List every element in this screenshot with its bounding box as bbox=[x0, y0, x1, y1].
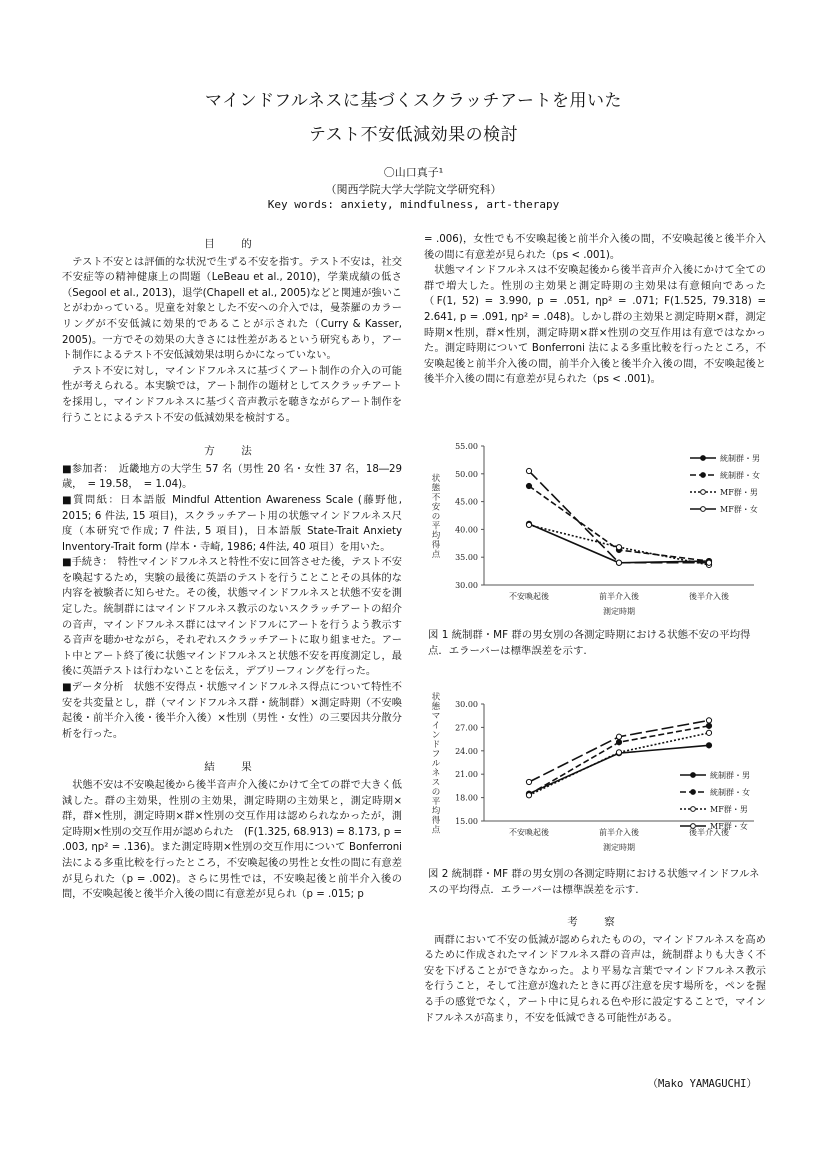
chart-1-legend-marker bbox=[701, 507, 706, 512]
chart-2-y-tick-label: 15.00 bbox=[455, 817, 478, 826]
chart-1-data-point bbox=[526, 483, 531, 488]
chart-2-y-tick-label: 30.00 bbox=[455, 700, 478, 709]
figure-2-caption: 図 2 統制群・MF 群の男女別の各測定時期における状態マインドフルネスの平均得点．エラーバーは標準誤差を示す. bbox=[428, 868, 760, 896]
chart-1-legend-label: 統制群・女 bbox=[720, 471, 760, 480]
chart-1-y-tick-label: 55.00 bbox=[455, 442, 478, 451]
section-heading-results: 結 果 bbox=[204, 761, 260, 774]
chart-1-y-axis-label: 態 bbox=[431, 483, 441, 494]
chart-2-y-axis-label: の bbox=[431, 787, 441, 798]
right-column-top bbox=[424, 232, 766, 388]
purpose-paragraph-2: テスト不安に対し，マインドフルネスに基づくアート制作の介入の可能性が考えられる。本実験では，アート制作の題材としてスクラッチアートを採用し，マインドフルネスに基づく音声教示を聴きながらアート制作を行うことによるテスト不安の低減効果を検討する。 bbox=[62, 365, 402, 424]
chart-2-legend-label: 統制群・女 bbox=[710, 788, 750, 797]
section-heading-discussion: 考 察 bbox=[567, 916, 623, 928]
chart-1-legend-marker bbox=[701, 473, 706, 478]
chart-2-y-axis-label: 平 bbox=[431, 796, 441, 807]
chart-1-series-line bbox=[529, 524, 709, 563]
left-column bbox=[62, 232, 402, 903]
chart-1-data-point bbox=[526, 522, 531, 527]
results-paragraph-2: 状態マインドフルネスは不安喚起後から後半音声介入後にかけて全ての群で増大した。性別の主効果と測定時期の主効果は有意傾向であった（F(1, 52) = 3.990, p = .051, ηp² = .071; F(1.525, 79.318) = 2.641, p = .091, ηp² = .048)。しかし群の主効果と測定時期×群，測定時期×性別，群×性別，測定時期×群×性別の交互作用は有意ではなかった。測定時期について Bonferroni 法による多重比較を行ったところ，不安喚起後と前半介入後の間，前半介入後と後半介入後の間，不安喚起後と後半介入後の間に有意差が見られた（ps < .001)。 bbox=[424, 265, 766, 386]
method-questionnaire: ■質問紙：日本語版 Mindful Attention Awareness Scale (藤野他, 2015; 6 件法, 15 項目)，スクラッチアート用の状態マインドフルネス尺度（本研究で作成; 7 件法, 5 項目)，日本語版 State-Trait Anxiety Inventory-Trait form (岸本・寺崎, 1986; 4件法, 40 項目）を用いた。 bbox=[62, 494, 402, 553]
chart-1-y-axis-label: 得 bbox=[431, 540, 441, 551]
chart-2-data-point bbox=[616, 740, 621, 745]
chart-2-y-tick-label: 18.00 bbox=[455, 793, 478, 803]
chart-1-legend-marker bbox=[701, 456, 706, 461]
chart-1-y-axis-label: 不 bbox=[431, 492, 441, 503]
chart-2-y-tick-label: 27.00 bbox=[455, 723, 478, 733]
chart-2-y-tick-label: 21.00 bbox=[455, 770, 478, 780]
affiliation: （関西学院大学大学院文学研究科） bbox=[325, 183, 502, 196]
chart-2-data-point bbox=[616, 734, 621, 739]
chart-2-y-axis-label: ド bbox=[431, 739, 441, 750]
chart-2-legend-label: MF群・男 bbox=[710, 805, 748, 814]
chart-2-y-axis-label: 態 bbox=[431, 701, 441, 712]
chart-1-x-tick-label: 後半介入後 bbox=[689, 592, 729, 601]
chart-1-x-tick-label: 不安喚起後 bbox=[509, 592, 549, 601]
chart-1-y-tick-label: 40.00 bbox=[455, 525, 478, 535]
chart-1-y-tick-label: 45.00 bbox=[455, 497, 478, 507]
discussion-column bbox=[424, 910, 766, 1026]
chart-2-legend-marker bbox=[691, 773, 696, 778]
chart-2-y-axis-label: フ bbox=[431, 749, 441, 760]
chart-2-y-axis-label: ン bbox=[431, 730, 441, 741]
chart-1-y-tick-label: 50.00 bbox=[455, 469, 478, 479]
keywords: Key words: anxiety, mindfulness, art-therapy bbox=[267, 198, 560, 211]
chart-2-data-point bbox=[526, 793, 531, 798]
paper-title-line2: テスト不安低減効果の検討 bbox=[308, 125, 519, 145]
chart-2-data-point bbox=[706, 723, 711, 728]
chart-2-y-tick-label: 24.00 bbox=[455, 746, 478, 756]
author: 〇山口真子¹ bbox=[383, 166, 444, 179]
chart-2-x-tick-label: 不安喚起後 bbox=[509, 828, 549, 837]
chart-2-y-axis-label: ネ bbox=[431, 768, 441, 779]
results-paragraph-1: 状態不安は不安喚起後から後半音声介入後にかけて全ての群で大きく低減した。群の主効果，性別の主効果，測定時期の主効果と，測定時期×群，群×性別，測定時期×群×性別の交互作用は認められなかったが，測定時期×性別の交互作用が認められた (F(1.325, 68.913) = 8.173, p = .003, ηp² = .136)。また測定時期×性別の交互作用について Bonferroni 法による多重比較を行ったところ，不安喚起後の男性と女性の間に有意差が見られた（p = .002)。さらに男性では，不安喚起後と前半介入後の間，不安喚起後と後半介入後の間に有意差が見られ（p = .015; p bbox=[62, 780, 402, 901]
paper-title-line1: マインドフルネスに基づくスクラッチアートを用いた bbox=[204, 91, 623, 111]
chart-2-y-axis-label: 状 bbox=[431, 692, 441, 703]
chart-1-data-point bbox=[616, 545, 621, 550]
chart-1-data-point bbox=[616, 560, 621, 565]
chart-2-y-axis-label: 点 bbox=[431, 825, 441, 836]
chart-2-x-tick-label: 前半介入後 bbox=[599, 828, 639, 837]
chart-2-data-point bbox=[706, 743, 711, 748]
chart-1-data-point bbox=[526, 468, 531, 473]
figure-1-chart bbox=[424, 440, 769, 625]
chart-1-y-axis-label: 均 bbox=[431, 530, 441, 541]
chart-2-y-axis-label: 得 bbox=[431, 815, 441, 826]
figure-1-caption: 図 1 統制群・MF 群の男女別の各測定時期における状態不安の平均得点．エラーバーは標準誤差を示す. bbox=[428, 629, 751, 657]
chart-1-x-tick-label: 前半介入後 bbox=[599, 592, 639, 601]
chart-2-data-point bbox=[526, 779, 531, 784]
chart-1-y-axis-label: 状 bbox=[431, 473, 441, 484]
chart-1-y-axis-label: 平 bbox=[431, 521, 441, 532]
chart-1-legend-label: 統制群・男 bbox=[720, 454, 760, 463]
chart-1-legend-marker bbox=[701, 490, 706, 495]
section-heading-method: 方 法 bbox=[204, 445, 260, 458]
chart-2-x-axis-label: 測定時期 bbox=[603, 843, 635, 852]
chart-2-y-axis-label: マ bbox=[431, 711, 441, 722]
chart-1-x-axis-label: 測定時期 bbox=[603, 607, 635, 616]
chart-2-x-tick-label: 後半介入後 bbox=[689, 828, 729, 837]
chart-2-data-point bbox=[616, 750, 621, 755]
method-participants: ■参加者： 近畿地方の大学生 57 名（男性 20 名・女性 37 名，18―29 歳， = 19.58， = 1.04)。 bbox=[62, 463, 402, 491]
chart-2-y-axis-label: ス bbox=[431, 777, 441, 788]
chart-1-legend-label: MF群・男 bbox=[720, 488, 758, 497]
chart-1-y-tick-label: 35.00 bbox=[455, 553, 478, 563]
chart-2-data-point bbox=[706, 730, 711, 735]
chart-1-y-tick-label: 30.00 bbox=[455, 581, 478, 590]
section-heading-purpose: 目 的 bbox=[204, 238, 260, 250]
chart-2-legend-label: 統制群・男 bbox=[710, 771, 750, 780]
method-procedure: ■手続き： 特性マインドフルネスと特性不安に回答させた後，テスト不安を喚起するため，実験の最後に英語のテストを行うことことその具体的な内容を被験者に知らせた。その後，状態マインドフルネスと状態不安を測定した。統制群にはマインドフルネス教示のないスクラッチアートの紹介の音声，マインドフルネス群にはマインドフルにアートを行うよう教示する音声を聴かせながら，それぞれスクラッチアートに取り組ませた。アート中とアート終了後に状態マインドフルネスと状態不安を再度測定し，最後に英語テストは行わないことを伝え，デブリーフィングを行った。 bbox=[62, 557, 402, 678]
chart-2-legend-label: MF群・女 bbox=[710, 822, 748, 831]
chart-2-legend-marker bbox=[691, 824, 696, 829]
chart-2-legend-marker bbox=[691, 807, 696, 812]
chart-1-y-axis-label: 点 bbox=[431, 549, 441, 560]
chart-2-y-axis-label: イ bbox=[431, 720, 441, 731]
chart-1-legend-label: MF群・女 bbox=[720, 505, 758, 514]
author-signature: （Mako YAMAGUCHI） bbox=[647, 1078, 757, 1090]
chart-2-legend-marker bbox=[691, 790, 696, 795]
purpose-paragraph-1: テスト不安とは評価的な状況で生ずる不安を指す。テスト不安は，社交不安症等の精神健康上の問題（LeBeau et al., 2010)，学業成績の低さ（Segool et al., 2013)，退学(Chapell et al., 2005)などと関連が強いことがわかっている。児童を対象とした不安への介入では，曼荼羅のカラーリングが不安低減に効果的であることが示された（Curry & Kasser, 2005)。一方でその効果の大きさには性差があるという研究もあり，アート制作によるテスト不安低減効果は明らかになっていない。 bbox=[62, 256, 402, 362]
chart-1-y-axis-label: 安 bbox=[431, 502, 441, 513]
discussion-paragraph-1: 両群において不安の低減が認められたものの，マインドフルネスを高めるために作成されたマインドフルネス群の音声は，統制群よりも大きく不安を下げることができなかった。より平易な言葉でマインドフルネス教示を行うこと，そして注意が逸れたときに再び注意を戻す場所を，ペンを握る手の感覚でなく，アート中に見られる色や形に設定することで，マインドフルネスが高まり，不安を低減できる可能性がある。 bbox=[424, 934, 766, 1024]
figure-2-chart bbox=[424, 680, 769, 860]
chart-2-y-axis-label: ル bbox=[431, 758, 441, 769]
chart-1-y-axis-label: の bbox=[431, 511, 441, 522]
chart-1-data-point bbox=[706, 560, 711, 565]
method-analysis: ■データ分析 状態不安得点・状態マインドフルネス得点について特性不安を共変量とし，群（マインドフルネス群・統制群）×測定時期（不安喚起後・前半介入後・後半介入後）×性別（男性・女性）の三要因共分散分析を行った。 bbox=[62, 682, 402, 740]
chart-2-y-axis-label: 均 bbox=[431, 806, 441, 817]
chart-2-data-point bbox=[706, 718, 711, 723]
results-paragraph-continued: = .006)，女性でも不安喚起後と前半介入後の間，不安喚起後と後半介入後の間に有意差が見られた（ps < .001)。 bbox=[424, 234, 766, 261]
